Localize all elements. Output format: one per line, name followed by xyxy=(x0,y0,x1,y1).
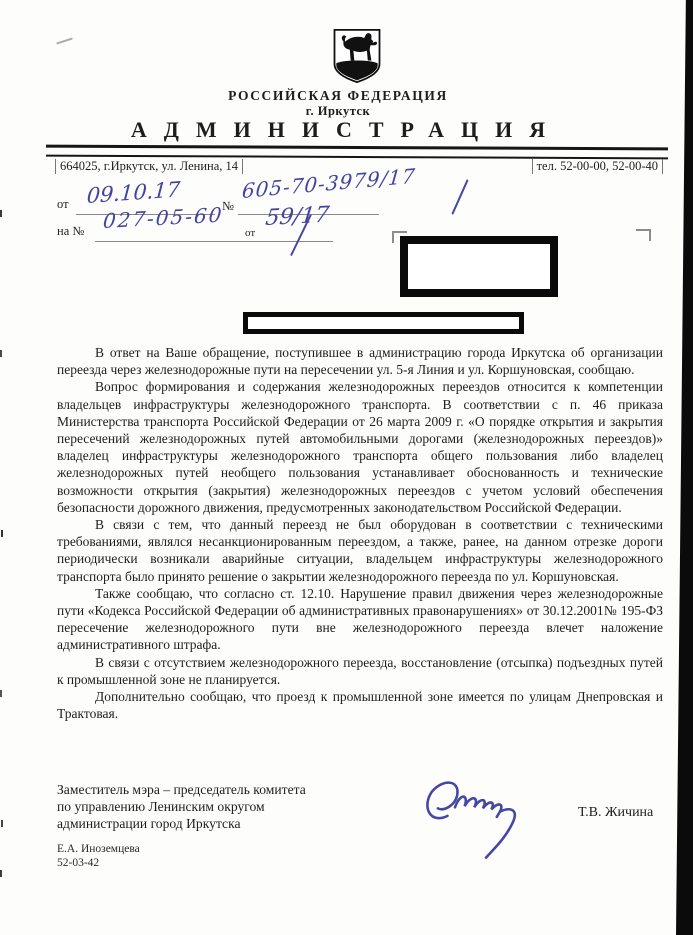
redacted-addressee-box xyxy=(400,236,558,297)
letterhead-org-title: АДМИНИСТРАЦИЯ xyxy=(130,117,563,142)
paragraph-6: Дополнительно сообщаю, что проезд к промышленной зоне имеется по улицам Днепровская и Трактовая. xyxy=(57,689,663,722)
signoff-block xyxy=(57,781,306,832)
ref-reply-label: на № xyxy=(57,224,85,238)
letter-body xyxy=(57,344,663,722)
stray-pen-mark xyxy=(56,37,73,44)
handwritten-signature xyxy=(415,773,555,863)
letterhead-city: г. Иркутск xyxy=(305,104,371,118)
paragraph-4: Также сообщаю, что согласно ст. 12.10. Нарушение правил движения через железнодорожные пути «Кодекса Российской Федерации об административных правонарушениях» от 30.12.2001№ 195-ФЗ пересечение железнодорожного пути вне железнодорожного переезда влечет наложение административного штрафа. xyxy=(57,585,663,653)
handwritten-outgoing-number: 605-70-3979/17 xyxy=(241,163,417,203)
redacted-line-box xyxy=(243,312,524,334)
paragraph-5: В связи с отсутствием железнодорожного переезда, восстановление (отсыпка) подъездных путей к промышленной зоне не планируется. xyxy=(57,654,663,687)
signer-position-line-2: по управлению Ленинским округом xyxy=(57,799,265,814)
ref-number-label: № xyxy=(222,199,234,213)
scanner-edge-shadow xyxy=(676,0,693,935)
handwritten-incoming-number: 027-05-60 xyxy=(102,202,225,233)
paragraph-3: В связи с тем, что данный переезд не был оборудован в соответствии с техническими требованиями, являлся несанкционированным переездом, а также, ранее, на данном отрезке дороги периодически возникали аварийные ситуации, владельцем инфраструктуры железнодорожного транспорта было принято решение о закрытии железнодорожного переезда по ул. Коршуновская. xyxy=(57,517,663,584)
executor-name: Е.А. Иноземцева xyxy=(57,843,140,855)
signer-position-line-3: администрации город Иркутска xyxy=(57,816,241,831)
paragraph-1: В ответ на Ваше обращение, поступившее в администрацию города Иркутска об организации переезда через железнодорожные пути на пересечении ул. 5-я Линия и ул. Коршуновская, сообщаю. xyxy=(57,345,663,378)
paragraph-2: Вопрос формирования и содержания железнодорожных переездов относится к компетенции владельцев инфраструктуры железнодорожного транспорта. В соответствии с п. 46 приказа Министерства транспорта Российской Федерации от 26 марта 2009 г. «О порядке открытия и закрытия пересечений железнодорожных путей автомобильными дорогами (железнодорожных переездов)» владелец инфраструктуры железнодорожного транспорта общего пользования либо владелец железнодорожных путей необщего пользования устанавливает обоснованность и технические возможности открытия (закрытия) железнодорожных переездов с учетом условий обеспечения безопасности дорожного движения, предусмотренных законодательством Российской Федерации. xyxy=(57,379,663,515)
ref-from-label: от xyxy=(57,197,69,211)
signer-name: Т.В. Жичина xyxy=(578,805,654,820)
irkutsk-coat-of-arms-icon xyxy=(330,27,384,85)
scan-noise-specks xyxy=(0,210,2,217)
letterhead-address: 664025, г.Иркутск, ул. Ленина, 14 xyxy=(55,159,243,174)
executor-phone: 52-03-42 xyxy=(57,856,100,869)
address-zone-corner-right xyxy=(636,229,651,241)
letterhead-phone: тел. 52-00-00, 52-00-40 xyxy=(532,159,663,174)
letterhead-divider-rule xyxy=(46,145,668,160)
ref-reply-from-label: от xyxy=(245,227,256,239)
signer-position-line-1: Заместитель мэра – председатель комитета xyxy=(57,782,306,797)
handwritten-date: 09.10.17 xyxy=(86,177,181,208)
executor-block xyxy=(57,843,140,870)
handwritten-reply-extra: 59/17 xyxy=(264,202,331,231)
pen-flourish-stroke xyxy=(451,179,468,215)
letterhead-country: РОССИЙСКАЯ ФЕДЕРАЦИЯ xyxy=(228,88,448,103)
